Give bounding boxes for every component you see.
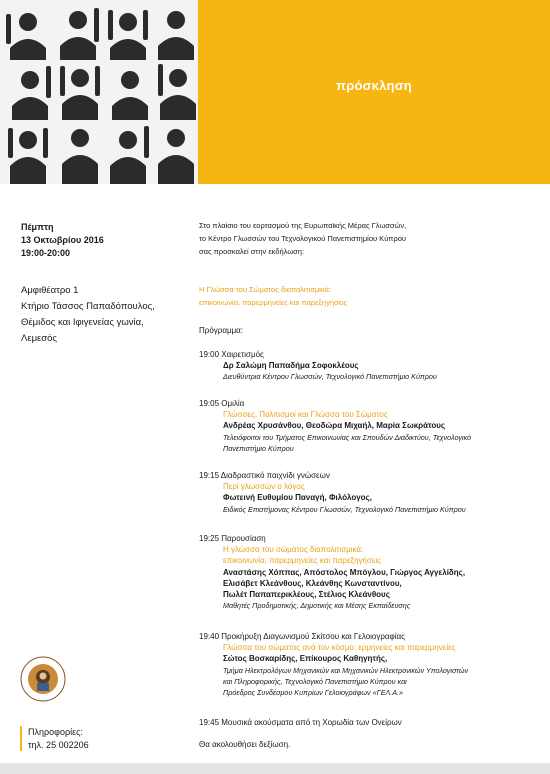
entry-time: 19:40 Προκήρυξη Διαγωνισμού Σκίτσου και Γελοιογραφίας: [199, 632, 405, 641]
intro-line: το Κέντρο Γλωσσών του Τεχνολογικού Πανεπιστημίου Κύπρου: [199, 234, 407, 243]
entry-topic: Γλώσσες, Πολιτισμοί και Γλώσσα του Σώματος: [223, 410, 388, 420]
silhouettes-illustration: [0, 0, 198, 184]
event-heading-line: επικοινωνία, παρερμηνείες και παρεξηγήσεις: [199, 297, 348, 307]
program-entry: [199, 398, 544, 454]
program-entry: [199, 349, 544, 383]
program-entry: [199, 631, 544, 698]
event-heading: [199, 284, 519, 309]
contact-info: [20, 726, 89, 751]
entry-role: Διευθύντρια Κέντρου Γλωσσών, Τεχνολογικό Πανεπιστήμιο Κύπρου: [223, 372, 437, 382]
entry-role: Ειδικός Επιστήμονας Κέντρου Γλωσσών, Τεχνολογικό Πανεπιστήμιο Κύπρου: [223, 504, 466, 514]
entry-names: Αναστάσης Χόππας, Απόστολος Μπόγλου, Γιώργος Αγγελίδης,: [223, 567, 466, 577]
entry-topic: επικοινωνία, παρερμηνείες και παρεξηγήσεις: [223, 556, 382, 566]
entry-role: Τμήμα Ηλεκτρολόγων Μηχανικών και Μηχανικών Ηλεκτρονικών Υπολογιστών: [223, 665, 469, 675]
intro-line: Στο πλαίσιο του εορτασμού της Ευρωπαϊκής Μέρας Γλωσσών,: [199, 221, 407, 230]
program-entry: [199, 470, 544, 515]
entry-role: Πανεπιστήμιο Κύπρου: [223, 443, 294, 453]
venue-hall: Αμφιθέατρο 1: [21, 285, 79, 296]
closing-note: Θα ακολουθήσει δεξίωση.: [199, 740, 291, 749]
invitation-title: πρόσκληση: [336, 78, 412, 93]
entry-role: Πρόεδρος Συνδέσμου Κυπρίων Γελοιογράφων «ΓΕΛ.Α.»: [223, 688, 404, 698]
entry-speaker: Σώτος Βοσκαρίδης, Επίκουρος Καθηγητής,: [223, 654, 388, 664]
entry-time: 19:45 Μουσικά ακούσματα από τη Χορωδία των Ονείρων: [199, 718, 402, 727]
contact-phone: τηλ. 25 002206: [28, 739, 89, 750]
entry-speaker: Φωτεινή Ευθυμίου Παναγή, Φιλόλογος,: [223, 493, 372, 503]
entry-time: 19:25 Παρουσίαση: [199, 534, 266, 543]
event-venue: [21, 283, 155, 347]
program-entry: [199, 717, 544, 728]
event-date: 13 Οκτωβρίου 2016: [21, 235, 104, 245]
contact-label: Πληροφορίες:: [28, 727, 83, 737]
entry-role: και Πληροφορικής, Τεχνολογικό Πανεπιστήμιο Κύπρου και: [223, 676, 407, 686]
entry-time: 19:00 Χαιρετισμός: [199, 350, 264, 359]
event-day: Πέμπτη: [21, 222, 54, 232]
venue-building: Κτήριο Τάσσος Παπαδόπουλος,: [21, 301, 155, 312]
event-heading-line: Η Γλώσσα του Σώματος διαπολιτισμικά:: [199, 285, 331, 294]
entry-role: Τελειόφοιτοι του Τμήματος Επικοινωνίας και Σπουδών Διαδικτύου, Τεχνολογικό: [223, 432, 472, 442]
entry-time: 19:15 Διαδραστικό παιχνίδι γνώσεων: [199, 471, 330, 480]
entry-role: Μαθητές Προδημοτικής, Δημοτικής και Μέσης Εκπαίδευσης: [223, 601, 411, 611]
entry-names: Πωλέτ Παπαπερικλέους, Στέλιος Κλεάνθους: [223, 590, 390, 600]
intro-paragraph: [199, 219, 519, 258]
entry-names: Ελισάβετ Κλεάνθους, Κλεάνθης Κωνσταντίνου,: [223, 578, 402, 588]
header-banner: [198, 0, 550, 184]
seal-icon: [20, 656, 66, 702]
university-seal-logo: [20, 656, 66, 702]
program-entry: [199, 533, 544, 611]
entry-topic: Περί γλωσσών ο λόγος: [223, 482, 305, 492]
entry-time: 19:05 Ομιλία: [199, 399, 245, 408]
entry-topic: Η γλώσσα του σώματος διαπολιτισμικά:: [223, 545, 364, 555]
gesture-silhouettes-photo: [0, 0, 198, 184]
venue-city: Λεμεσός: [21, 333, 58, 344]
entry-speaker: Δρ Σαλώμη Παπαδήμα Σοφοκλέους: [223, 361, 359, 371]
event-datetime: [21, 221, 104, 260]
program-label: Πρόγραμμα:: [199, 326, 244, 335]
footer-bar: [0, 763, 550, 774]
venue-street: Θέμιδος και Ιφιγενείας γωνία,: [21, 317, 144, 328]
entry-speakers: Ανδρέας Χρυσάνθου, Θεοδώρα Μιχαήλ, Μαρία Σωκράτους: [223, 421, 446, 431]
entry-topic: Γλώσσα του σώματος ανά τον κόσμο: ερμηνείες και παρερμηνείες: [223, 643, 456, 653]
intro-line: σας προσκαλεί στην εκδήλωση:: [199, 247, 305, 256]
event-time: 19:00-20:00: [21, 248, 71, 258]
